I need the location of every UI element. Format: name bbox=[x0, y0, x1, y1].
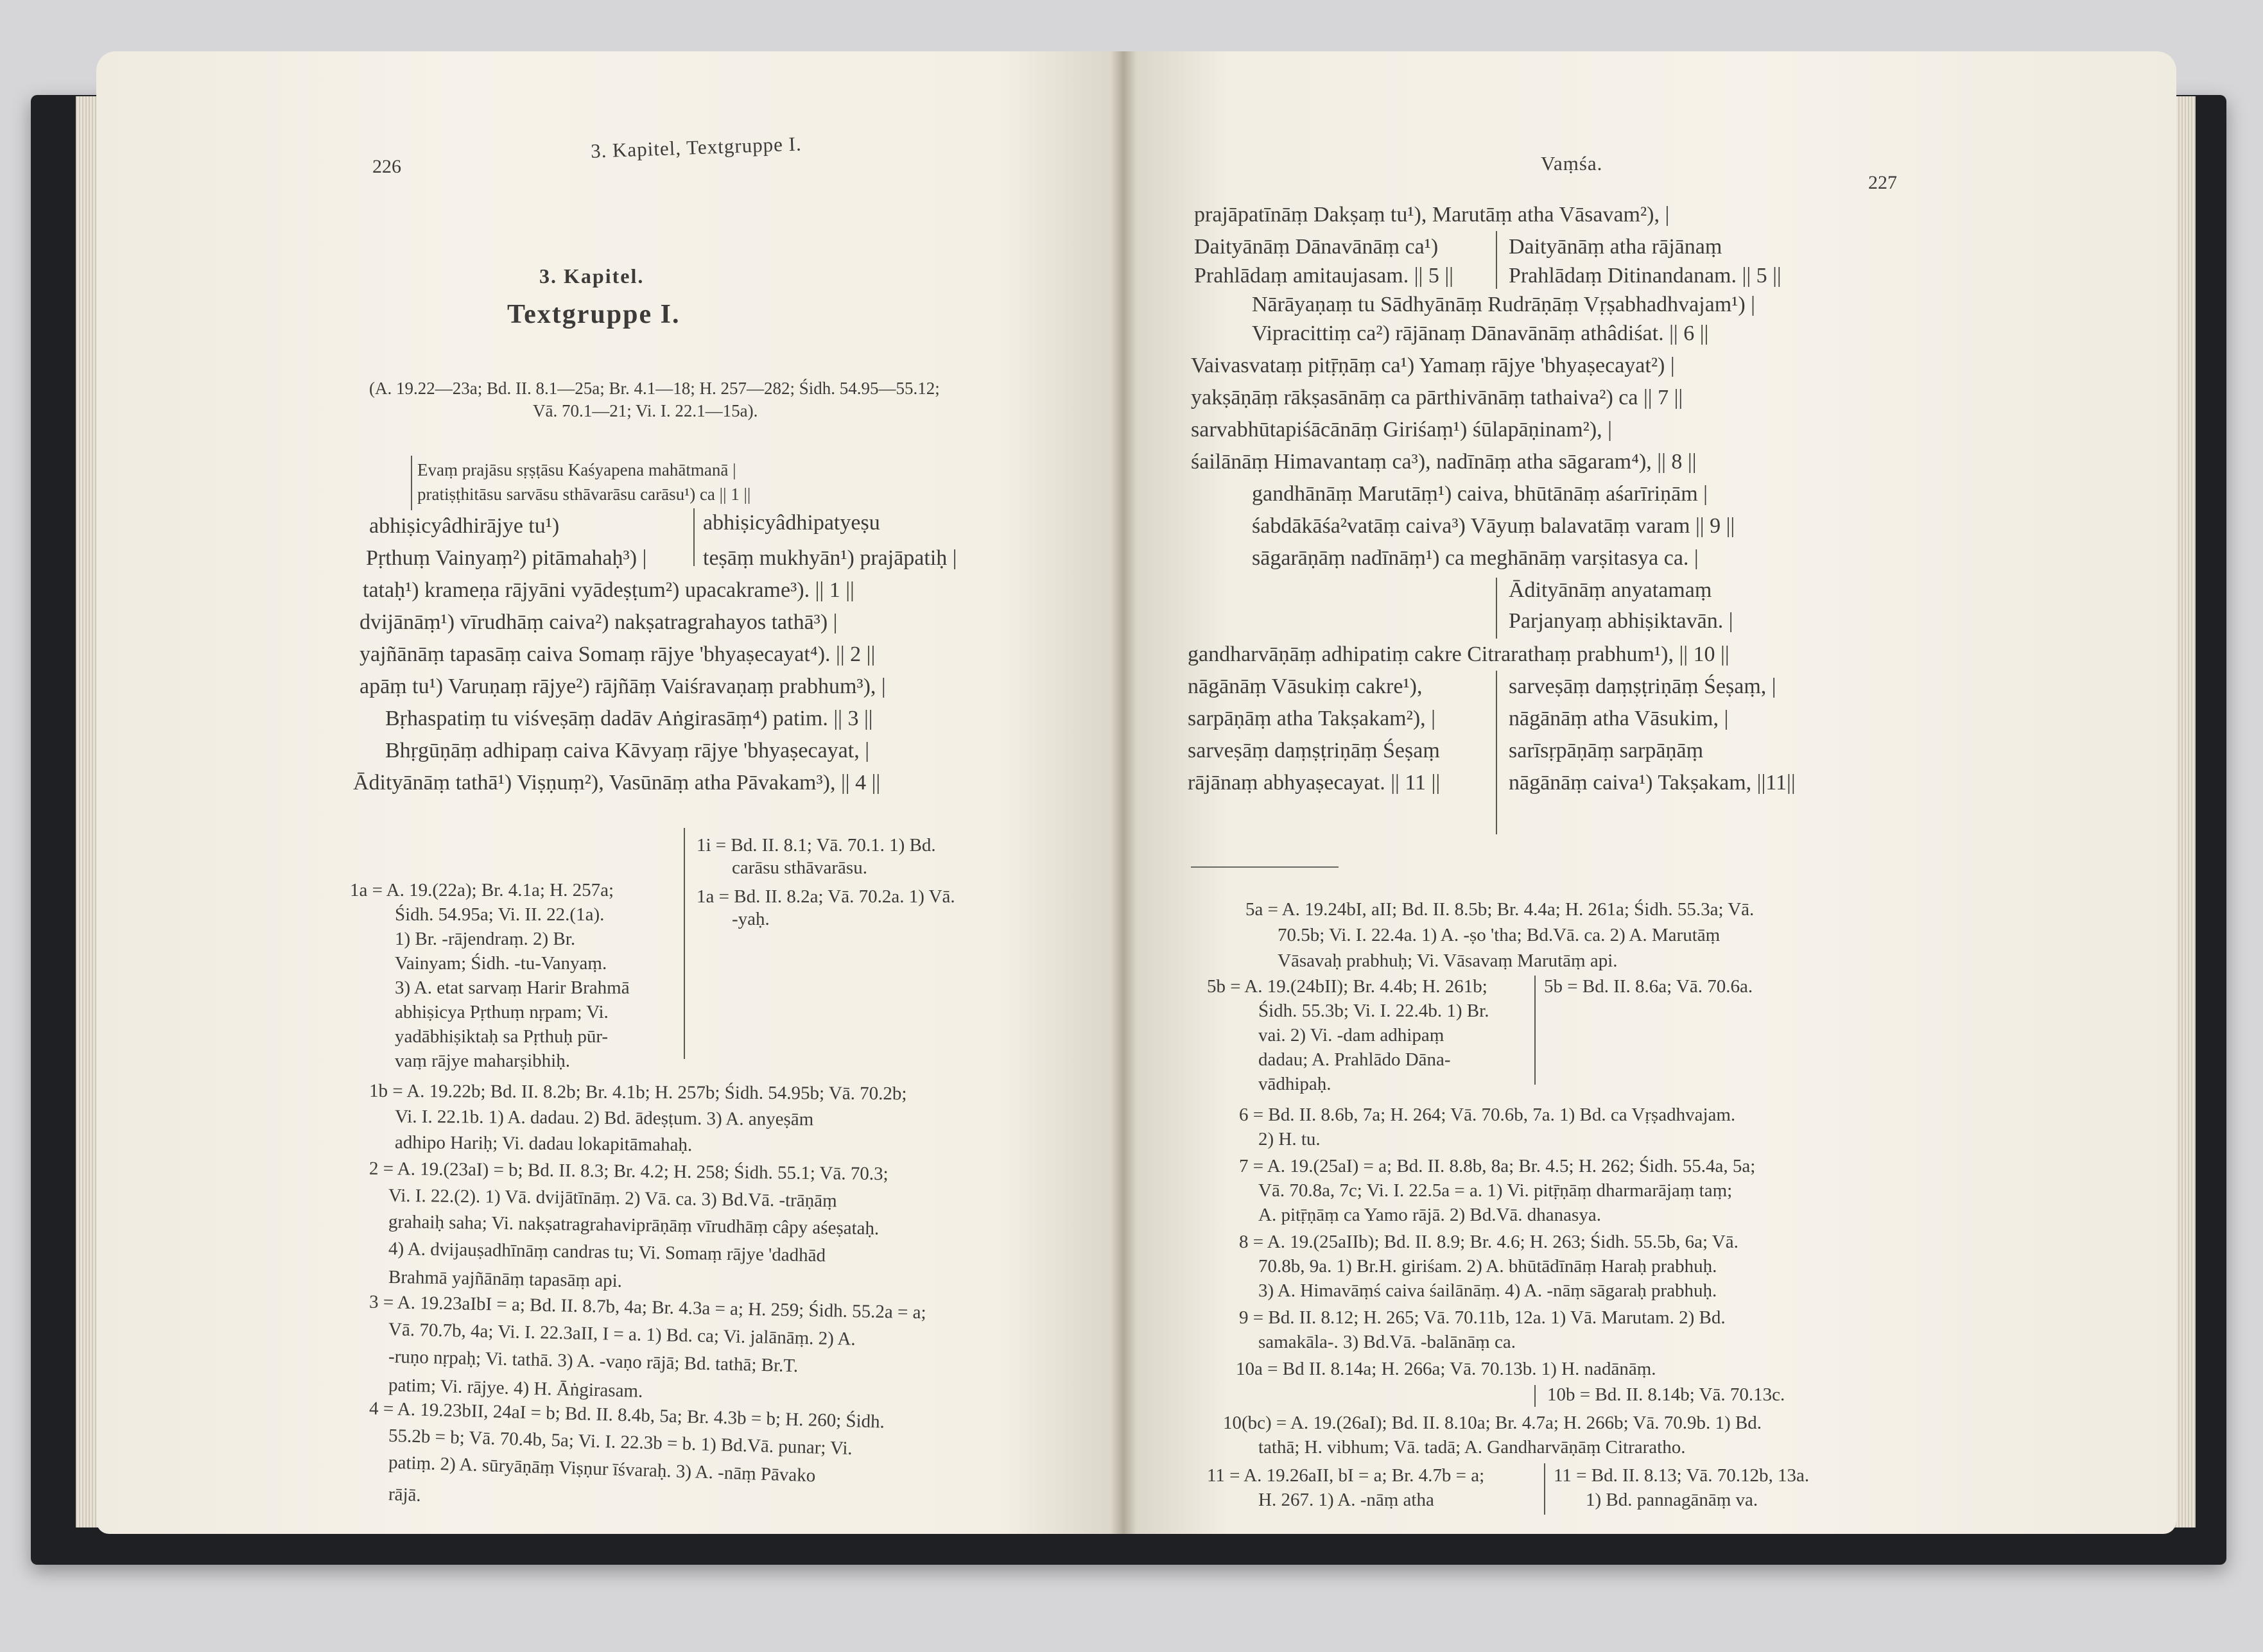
footnote-line: 4 = A. 19.23bII, 24aI = b; Bd. II. 8.4b, 5a; Br. 4.3b = b; H. 260; Śidh. bbox=[368, 1398, 885, 1433]
verse-bracket bbox=[1496, 671, 1497, 834]
verse-line: gandhānāṃ Marutāṃ¹) caiva, bhūtānāṃ aśarīriṇām | bbox=[1252, 482, 1708, 506]
chapter-title: 3. Kapitel. bbox=[539, 264, 645, 288]
footnote-separator bbox=[1191, 866, 1339, 868]
footnote-line: 4) A. dvijauṣadhīnāṃ candras tu; Vi. Somaṃ rājye 'dadhād bbox=[388, 1238, 826, 1266]
notes-column-divider bbox=[1534, 976, 1536, 1085]
footnote-line: tathā; H. vibhum; Vā. tadā; A. Gandharvāṇāṃ Citraratho. bbox=[1258, 1437, 1686, 1458]
footnote-line: 10a = Bd II. 8.14a; H. 266a; Vā. 70.13b. 1) H. nadānāṃ. bbox=[1236, 1359, 1656, 1379]
footnote-line: 2 = A. 19.(23aI) = b; Bd. II. 8.3; Br. 4.2; H. 258; Śidh. 55.1; Vā. 70.3; bbox=[368, 1158, 889, 1185]
footnote-line: Vā. 70.7b, 4a; Vi. I. 22.3aII, I = a. 1) Bd. ca; Vi. jalānāṃ. 2) A. bbox=[388, 1319, 856, 1350]
footnote-line: 10(bc) = A. 19.(26aI); Bd. II. 8.10a; Br. 4.7a; H. 266b; Vā. 70.9b. 1) Bd. bbox=[1223, 1413, 1762, 1433]
verse-line: dvijānāṃ¹) vīrudhāṃ caiva²) nakṣatragrahayos tathā³) | bbox=[360, 610, 838, 634]
page-number: 226 bbox=[372, 156, 401, 177]
footnote-line: H. 267. 1) A. -nāṃ atha bbox=[1258, 1490, 1434, 1510]
footnote-line: 1a = Bd. II. 8.2a; Vā. 70.2a. 1) Vā. bbox=[697, 886, 955, 907]
footnote-line: 6 = Bd. II. 8.6b, 7a; H. 264; Vā. 70.6b, 7a. 1) Bd. ca Vṛṣadhvajam. bbox=[1239, 1105, 1736, 1125]
sigla-line: (A. 19.22—23a; Bd. II. 8.1—25a; Br. 4.1—18; H. 257—282; Śidh. 54.95—55.12; bbox=[369, 379, 940, 398]
footnote-line: vai. 2) Vi. -dam adhipaṃ bbox=[1258, 1025, 1444, 1045]
right-page bbox=[1123, 51, 2176, 1534]
footnote-line: 10b = Bd. II. 8.14b; Vā. 70.13c. bbox=[1547, 1384, 1785, 1405]
verse-bracket bbox=[1496, 231, 1497, 289]
verse-line: Daityānāṃ Dānavānāṃ ca¹) bbox=[1194, 235, 1439, 259]
verse-line: teṣāṃ mukhyān¹) prajāpatiḥ | bbox=[703, 546, 957, 570]
footnote-line: 3 = A. 19.23aIbI = a; Bd. II. 8.7b, 4a; Br. 4.3a = a; H. 259; Śidh. 55.2a = a; bbox=[368, 1291, 926, 1323]
verse-line: apāṃ tu¹) Varuṇaṃ rājye²) rājñāṃ Vaiśravaṇaṃ prabhum³), | bbox=[360, 675, 886, 698]
verse-line: abhiṣicyâdhipatyeṣu bbox=[703, 511, 880, 535]
verse-line: Vipracittiṃ ca²) rājānaṃ Dānavānāṃ athâdiśat. || 6 || bbox=[1252, 322, 1709, 345]
group-title: Textgruppe I. bbox=[507, 300, 681, 329]
verse-line: Bṛhaspatiṃ tu viśveṣāṃ dadāv Aṅgirasāṃ⁴) patim. || 3 || bbox=[385, 707, 873, 730]
left-page bbox=[96, 51, 1123, 1534]
footnote-line: dadau; A. Prahlādo Dāna- bbox=[1258, 1049, 1451, 1070]
footnote-line: Vi. I. 22.1b. 1) A. dadau. 2) Bd. ādeṣṭum. 3) A. anyeṣām bbox=[394, 1106, 814, 1130]
verse-line: Pṛthuṃ Vainyaṃ²) pitāmahaḥ³) | bbox=[366, 546, 647, 570]
verse-line: yajñānāṃ tapasāṃ caiva Somaṃ rājye 'bhyaṣecayat⁴). || 2 || bbox=[360, 642, 876, 666]
verse-line: śailānāṃ Himavantaṃ ca³), nadīnāṃ atha sāgaram⁴), || 8 || bbox=[1191, 450, 1697, 474]
footnote-line: 7 = A. 19.(25aI) = a; Bd. II. 8.8b, 8a; Br. 4.5; H. 262; Śidh. 55.4a, 5a; bbox=[1239, 1156, 1756, 1176]
verse-line: prajāpatīnāṃ Dakṣaṃ tu¹), Marutāṃ atha Vāsavam²), | bbox=[1194, 203, 1670, 227]
verse-line: abhiṣicyâdhirājye tu¹) bbox=[369, 514, 560, 538]
footnote-line: 3) A. etat sarvaṃ Harir Brahmā bbox=[395, 977, 630, 998]
page-number: 227 bbox=[1868, 172, 1897, 193]
verse-bracket bbox=[693, 508, 695, 566]
footnote-line: -yaḥ. bbox=[732, 909, 770, 929]
footnote-line: 5b = A. 19.(24bII); Br. 4.4b; H. 261b; bbox=[1207, 976, 1487, 997]
footnote-line: Brahmā yajñānāṃ tapasāṃ api. bbox=[388, 1266, 623, 1292]
footnote-line: carāsu sthāvarāsu. bbox=[732, 857, 867, 878]
verse-bracket bbox=[1496, 578, 1497, 639]
footnote-line: vaṃ rājye maharṣibhiḥ. bbox=[395, 1051, 570, 1071]
footnote-line: 70.5b; Vi. I. 22.4a. 1) A. -ṣo 'tha; Bd.Vā. ca. 2) A. Marutāṃ bbox=[1278, 925, 1721, 945]
verse-line: sarīsṛpāṇāṃ sarpāṇāṃ bbox=[1509, 739, 1704, 762]
verse-line: sarvabhūtapiśācānāṃ Giriśaṃ¹) śūlapāṇinam²), | bbox=[1191, 418, 1612, 442]
verse-line: yakṣāṇāṃ rākṣasānāṃ ca pārthivānāṃ tathaiva²) ca || 7 || bbox=[1191, 386, 1683, 409]
footnote-line: Śidh. 55.3b; Vi. I. 22.4b. 1) Br. bbox=[1258, 1001, 1489, 1021]
sigla-line: Vā. 70.1—21; Vi. I. 22.1—15a). bbox=[533, 401, 758, 420]
footnote-line: rājā. bbox=[388, 1484, 422, 1506]
verse-line: nāgānāṃ atha Vāsukim, | bbox=[1509, 707, 1729, 730]
footnote-line: 70.8b, 9a. 1) Br.H. giriśam. 2) A. bhūtādīnāṃ Haraḥ prabhuḥ. bbox=[1258, 1256, 1717, 1277]
verse-line: Prahlādaṃ Ditinandanam. || 5 || bbox=[1509, 264, 1782, 288]
footnote-line: 1) Br. -rājendraṃ. 2) Br. bbox=[395, 929, 576, 949]
verse-line: Evaṃ prajāsu sṛṣṭāsu Kaśyapena mahātmanā | bbox=[417, 460, 736, 479]
verse-line: nāgānāṃ Vāsukiṃ cakre¹), bbox=[1188, 675, 1423, 698]
verse-line: Bhṛgūṇāṃ adhipaṃ caiva Kāvyaṃ rājye 'bhyaṣecayat, | bbox=[385, 739, 870, 762]
verse-line: nāgānāṃ caiva¹) Takṣakam, ||11|| bbox=[1509, 771, 1796, 795]
verse-bracket bbox=[411, 456, 412, 510]
footnote-line: 11 = A. 19.26aII, bI = a; Br. 4.7b = a; bbox=[1207, 1465, 1485, 1486]
footnote-line: adhipo Hariḥ; Vi. dadau lokapitāmahaḥ. bbox=[394, 1131, 693, 1156]
verse-line: sarveṣāṃ daṃṣṭriṇāṃ Śeṣaṃ bbox=[1188, 739, 1440, 762]
verse-line: pratiṣṭhitāsu sarvāsu sthāvarāsu carāsu¹) ca || 1 || bbox=[417, 485, 751, 504]
footnote-line: samakāla-. 3) Bd.Vā. -balānāṃ ca. bbox=[1258, 1332, 1516, 1352]
page-edges-left bbox=[76, 96, 99, 1527]
running-head: Vaṃśa. bbox=[1541, 152, 1603, 175]
verse-line: gandharvāṇāṃ adhipatiṃ cakre Citrarathaṃ prabhum¹), || 10 || bbox=[1188, 642, 1730, 666]
footnote-line: Vā. 70.8a, 7c; Vi. I. 22.5a = a. 1) Vi. pitṝṇāṃ dharmarājaṃ taṃ; bbox=[1258, 1180, 1733, 1201]
verse-line: Daityānāṃ atha rājānaṃ bbox=[1509, 235, 1722, 259]
footnote-line: 5a = A. 19.24bI, aII; Bd. II. 8.5b; Br. 4.4a; H. 261a; Śidh. 55.3a; Vā. bbox=[1245, 899, 1755, 920]
notes-column-divider bbox=[684, 828, 685, 1059]
footnote-line: 1) Bd. pannagānāṃ va. bbox=[1586, 1490, 1758, 1510]
footnote-line: 9 = Bd. II. 8.12; H. 265; Vā. 70.11b, 12a. 1) Vā. Marutam. 2) Bd. bbox=[1239, 1307, 1726, 1328]
footnote-line: 55.2b = b; Vā. 70.4b, 5a; Vi. I. 22.3b = b. 1) Bd.Vā. punar; Vi. bbox=[388, 1425, 853, 1459]
footnote-line: 5b = Bd. II. 8.6a; Vā. 70.6a. bbox=[1544, 976, 1753, 997]
verse-line: Nārāyaṇaṃ tu Sādhyānāṃ Rudrāṇāṃ Vṛṣabhadhvajam¹) | bbox=[1252, 293, 1755, 316]
footnote-line: 8 = A. 19.(25aIIb); Bd. II. 8.9; Br. 4.6; H. 263; Śidh. 55.5b, 6a; Vā. bbox=[1239, 1232, 1738, 1252]
verse-line: Parjanyaṃ abhiṣiktavān. | bbox=[1509, 609, 1733, 633]
footnote-line: 1i = Bd. II. 8.1; Vā. 70.1. 1) Bd. bbox=[697, 835, 936, 856]
footnote-line: 3) A. Himavāṃś caiva śailānāṃ. 4) A. -nāṃ sāgaraḥ prabhuḥ. bbox=[1258, 1280, 1717, 1301]
footnote-line: Vāsavaḥ prabhuḥ; Vi. Vāsavaṃ Marutāṃ api. bbox=[1278, 951, 1618, 971]
footnote-line: 1b = A. 19.22b; Bd. II. 8.2b; Br. 4.1b; H. 257b; Śidh. 54.95b; Vā. 70.2b; bbox=[368, 1080, 907, 1105]
verse-line: rājānaṃ abhyaṣecayat. || 11 || bbox=[1188, 771, 1441, 795]
footnote-line: A. pitṝṇāṃ ca Yamo rājā. 2) Bd.Vā. dhanasya. bbox=[1258, 1205, 1601, 1225]
notes-column-divider bbox=[1544, 1463, 1545, 1515]
footnote-line: vādhipaḥ. bbox=[1258, 1074, 1331, 1094]
footnote-line: 11 = Bd. II. 8.13; Vā. 70.12b, 13a. bbox=[1554, 1465, 1810, 1486]
footnote-line: abhiṣicya Pṛthuṃ nṛpam; Vi. bbox=[395, 1002, 609, 1022]
verse-line: tataḥ¹) krameṇa rājyāni vyādeṣṭum²) upacakrame³). || 1 || bbox=[363, 578, 854, 602]
verse-line: Ādityānāṃ tathā¹) Viṣṇuṃ²), Vasūnāṃ atha Pāvakam³), || 4 || bbox=[353, 771, 881, 795]
footnote-line: Śidh. 54.95a; Vi. II. 22.(1a). bbox=[395, 904, 605, 925]
footnote-line: Vainyam; Śidh. -tu-Vanyaṃ. bbox=[395, 953, 607, 974]
footnote-line: patiṃ. 2) A. sūryāṇāṃ Viṣṇur īśvaraḥ. 3) A. -nāṃ Pāvako bbox=[388, 1452, 816, 1486]
verse-line: Ādityānāṃ anyatamaṃ bbox=[1509, 578, 1712, 602]
verse-line: sarpāṇāṃ atha Takṣakam²), | bbox=[1188, 707, 1435, 730]
verse-line: sāgarāṇāṃ nadīnāṃ¹) ca meghānāṃ varṣitasya ca. | bbox=[1252, 546, 1699, 570]
notes-column-divider bbox=[1534, 1385, 1536, 1407]
verse-line: Prahlādaṃ amitaujasam. || 5 || bbox=[1194, 264, 1453, 288]
footnote-line: grahaiḥ saha; Vi. nakṣatragrahaviprāṇāṃ vīrudhāṃ câpy aśeṣataḥ. bbox=[388, 1211, 880, 1239]
verse-line: śabdākāśa²vatāṃ caiva³) Vāyuṃ balavatāṃ varam || 9 || bbox=[1252, 514, 1735, 538]
book-gutter bbox=[1111, 51, 1136, 1534]
footnote-line: -ruṇo nṛpaḥ; Vi. tathā. 3) A. -vaṇo rājā; Bd. tathā; Br.T. bbox=[388, 1346, 799, 1377]
verse-line: sarveṣāṃ daṃṣṭriṇāṃ Śeṣaṃ, | bbox=[1509, 675, 1776, 698]
footnote-line: Vi. I. 22.(2). 1) Vā. dvijātīnāṃ. 2) Vā. ca. 3) Bd.Vā. -trāṇāṃ bbox=[388, 1185, 837, 1212]
verse-line: Vaivasvataṃ pitṝṇāṃ ca¹) Yamaṃ rājye 'bhyaṣecayat²) | bbox=[1191, 354, 1675, 377]
running-head: 3. Kapitel, Textgruppe I. bbox=[590, 132, 802, 162]
footnote-line: yadābhiṣiktaḥ sa Pṛthuḥ pūr- bbox=[395, 1026, 609, 1047]
footnote-line: 1a = A. 19.(22a); Br. 4.1a; H. 257a; bbox=[350, 880, 614, 900]
footnote-line: 2) H. tu. bbox=[1258, 1129, 1321, 1149]
footnote-line: patim; Vi. rājye. 4) H. Āṅgirasam. bbox=[388, 1375, 643, 1402]
